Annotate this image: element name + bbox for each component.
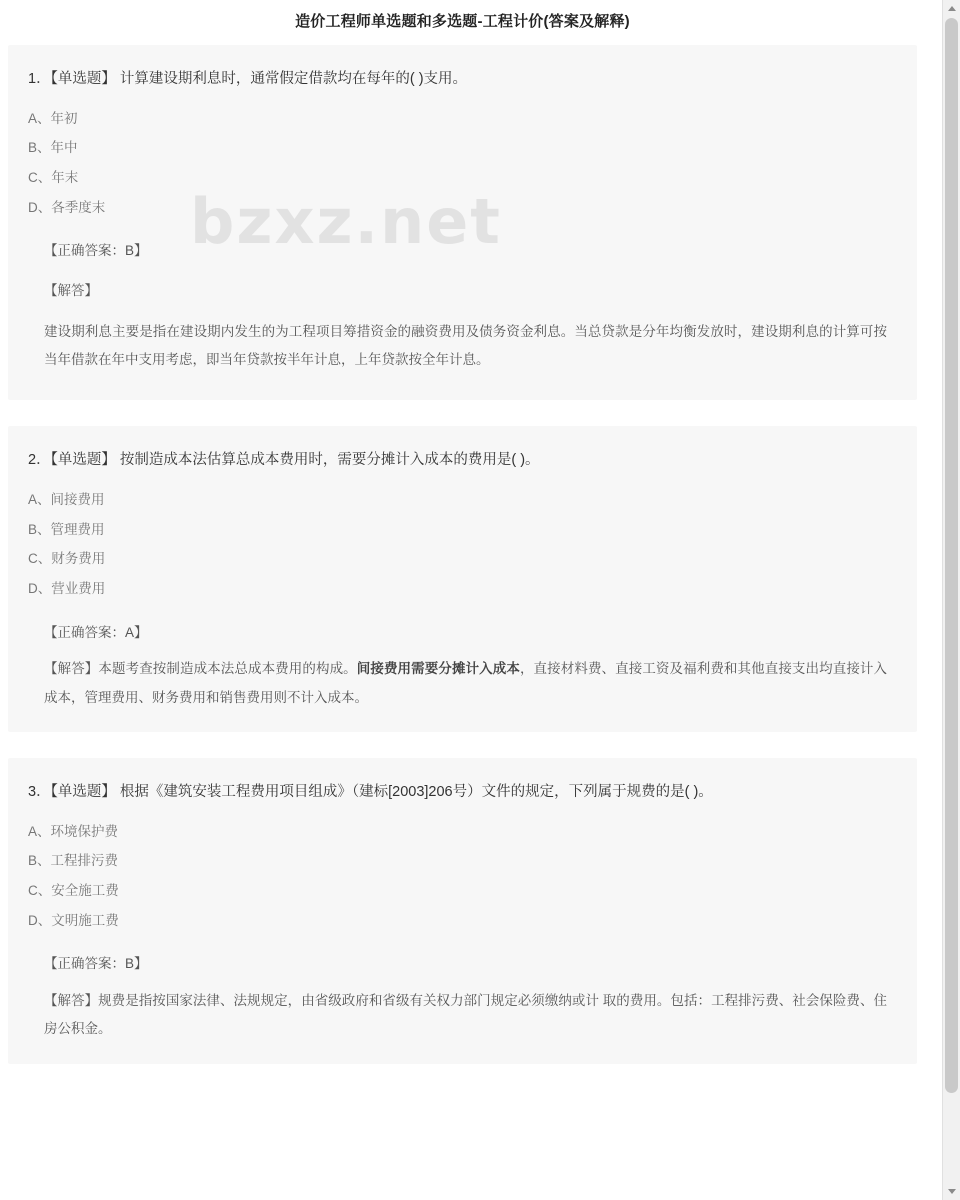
option-item[interactable]: C、年末 [28,170,79,186]
question-number: 2． [28,452,51,469]
explanation-label: 【解答】 [44,283,98,299]
option-item[interactable]: B、年中 [28,140,78,156]
arrow-up-icon [948,6,956,11]
option-item[interactable]: C、财务费用 [28,551,106,567]
option-item[interactable]: D、文明施工费 [28,912,119,928]
option-item[interactable]: C、安全施工费 [28,883,119,899]
question-text: 计算建设期利息时，通常假定借款均在每年的( )支用。 [119,71,468,87]
correct-answer: 【正确答案：A】 [44,624,148,640]
question-stem [28,448,901,473]
explanation-text [44,655,901,712]
watermark: bzxz.net [190,185,502,258]
scrollbar-thumb[interactable] [945,18,958,1093]
question-type: 【单选题】 [50,784,116,801]
option-item[interactable]: A、环境保护费 [28,823,119,839]
question-stem [28,67,901,92]
scroll-up-button[interactable] [943,0,960,17]
option-item[interactable]: D、各季度末 [28,199,106,215]
explanation-emphasis: 间接费用需要分摊计入成本 [356,661,520,677]
arrow-down-icon [948,1189,956,1194]
scroll-down-button[interactable] [943,1183,960,1200]
question-block [8,45,917,400]
block-spacer [24,374,901,380]
page-title: 造价工程师单选题和多选题-工程计价(答案及解释) [295,13,630,30]
vertical-scrollbar[interactable] [942,0,960,1200]
option-item[interactable]: B、管理费用 [28,521,105,537]
question-text: 根据《建筑安装工程费用项目组成》（建标[2003]206号）文件的规定，下列属于规费的是( )。 [119,784,713,801]
explanation-prefix: 【解答】本题考查按制造成本法总成本费用的构成。 [44,661,357,677]
question-type: 【单选题】 [50,71,116,87]
option-item[interactable]: B、工程排污费 [28,853,119,869]
question-number: 1． [28,71,51,87]
correct-answer: 【正确答案：B】 [44,956,148,972]
explanation-text: 【解答】规费是指按国家法律、法规规定，由省级政府和省级有关权力部门规定必须缴纳或计 取的费用。包括：工程排污费、社会保险费、住房公积金。 [44,993,887,1037]
option-item[interactable]: A、年初 [28,110,78,126]
question-stem [28,780,901,805]
question-block [8,426,917,732]
question-block [8,758,917,1064]
option-item[interactable]: D、营业费用 [28,581,106,597]
question-number: 3． [28,784,51,801]
option-item[interactable]: A、间接费用 [28,492,105,507]
question-text: 按制造成本法估算总成本费用时，需要分摊计入成本的费用是( )。 [119,452,540,469]
question-type: 【单选题】 [50,452,116,469]
explanation-text: 建设期利息主要是指在建设期内发生的为工程项目筹措资金的融资费用及债务资金利息。当总贷款是分年均衡发放时，建设期利息的计算可按当年借款在年中支用考虑，即当年贷款按半年计息，上年贷款按全年计息。 [44,323,887,368]
explanation-suffix: ，直接材料费、直接工资及福利费和其他直接支出均直接计入成本，管理费用、财务费用和销售费用则不计入成本。 [44,661,888,705]
correct-answer: 【正确答案：B】 [44,243,148,259]
